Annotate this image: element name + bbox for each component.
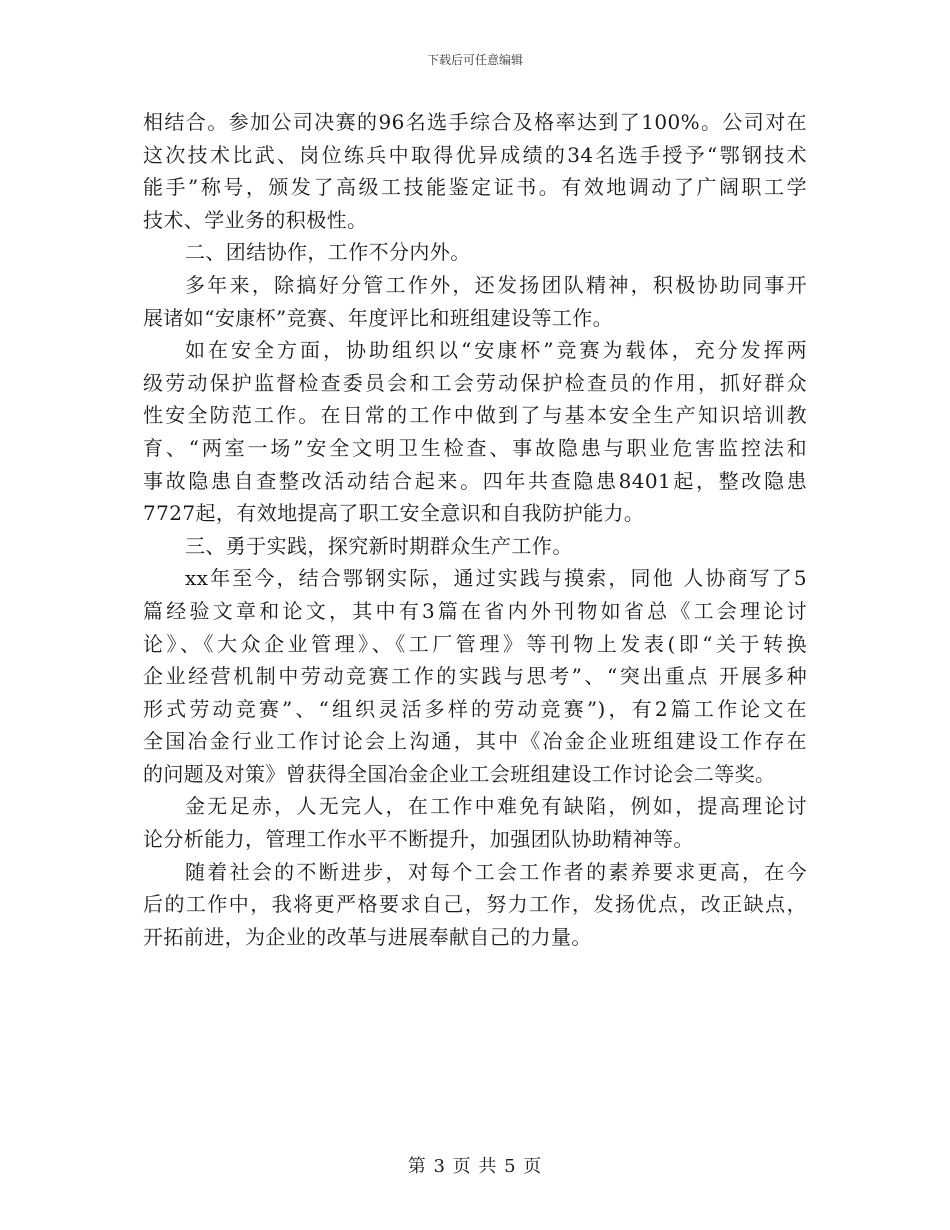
text-line: 后的工作中，我将更严格要求自己，努力工作，发扬优点，改正缺点， bbox=[143, 892, 807, 917]
text-line: 金无足赤，人无完人，在工作中难免有缺陷，例如，提高理论讨 bbox=[185, 794, 807, 819]
text-line: 如在安全方面，协助组织以“安康杯”竞赛为载体，充分发挥两 bbox=[185, 338, 807, 363]
text-line: 性安全防范工作。在日常的工作中做到了与基本安全生产知识培训教 bbox=[143, 403, 807, 428]
paragraph bbox=[143, 334, 807, 530]
text-line: 这次技术比武、岗位练兵中取得优异成绩的34名选手授予“鄂钢技术 bbox=[143, 142, 807, 167]
text-line: 形式劳动竞赛”、“组织灵活多样的劳动竞赛”)，有2篇工作论文在 bbox=[143, 696, 807, 721]
text-line: 随着社会的不断进步，对每个工会工作者的素养要求更高，在今 bbox=[185, 859, 807, 884]
section-heading bbox=[143, 236, 807, 269]
text-line: 级劳动保护监督检查委员会和工会劳动保护检查员的作用，抓好群众 bbox=[143, 370, 807, 395]
text-line: 三、勇于实践，探究新时期群众生产工作。 bbox=[185, 533, 573, 558]
text-line: 7727起，有效地提高了职工安全意识和自我防护能力。 bbox=[143, 501, 645, 526]
text-line: 篇经验文章和论文，其中有3篇在省内外刊物如省总《工会理论讨 bbox=[143, 598, 807, 623]
text-line: 育、“两室一场”安全文明卫生检查、事故隐患与职业危害监控法和 bbox=[143, 435, 807, 460]
section-heading bbox=[143, 530, 807, 563]
text-line: 展诸如“安康杯”竞赛、年度评比和班组建设等工作。 bbox=[143, 305, 614, 330]
text-line: 开拓前进，为企业的改革与进展奉献自己的力量。 bbox=[143, 924, 592, 949]
text-line: 相结合。参加公司决赛的96名选手综合及格率达到了100%。公司对在 bbox=[143, 110, 807, 134]
paragraph bbox=[143, 790, 807, 855]
text-line: 论》、《大众企业管理》、《工厂管理》等刊物上发表(即“关于转换 bbox=[143, 631, 807, 656]
page-header: 下载后可任意编辑 bbox=[426, 53, 523, 67]
text-line: 技术、学业务的积极性。 bbox=[143, 207, 368, 232]
paragraph bbox=[143, 106, 807, 236]
text-line: 的问题及对策》曾获得全国冶金企业工会班组建设工作讨论会二等奖。 bbox=[143, 761, 776, 786]
text-line: 能手”称号，颁发了高级工技能鉴定证书。有效地调动了广阔职工学 bbox=[143, 175, 807, 200]
paragraph bbox=[143, 269, 807, 334]
text-line: 企业经营机制中劳动竞赛工作的实践与思考”、“突出重点 开展多种 bbox=[143, 664, 807, 689]
text-line: 多年来，除搞好分管工作外，还发扬团队精神，积极协助同事开 bbox=[185, 272, 807, 297]
document-body bbox=[143, 106, 807, 953]
text-line: xx年至今，结合鄂钢实际，通过实践与摸索，同他 人协商写了5 bbox=[185, 566, 807, 591]
text-line: 事故隐患自查整改活动结合起来。四年共查隐患8401起，整改隐患 bbox=[143, 468, 807, 493]
paragraph bbox=[143, 856, 807, 954]
text-line: 全国冶金行业工作讨论会上沟通，其中《冶金企业班组建设工作存在 bbox=[143, 729, 807, 754]
text-line: 二、团结协作，工作不分内外。 bbox=[185, 240, 471, 265]
text-line: 论分析能力，管理工作水平不断提升，加强团队协助精神等。 bbox=[143, 827, 694, 852]
paragraph bbox=[143, 562, 807, 790]
page-number: 第 3 页 共 5 页 bbox=[407, 1156, 543, 1177]
